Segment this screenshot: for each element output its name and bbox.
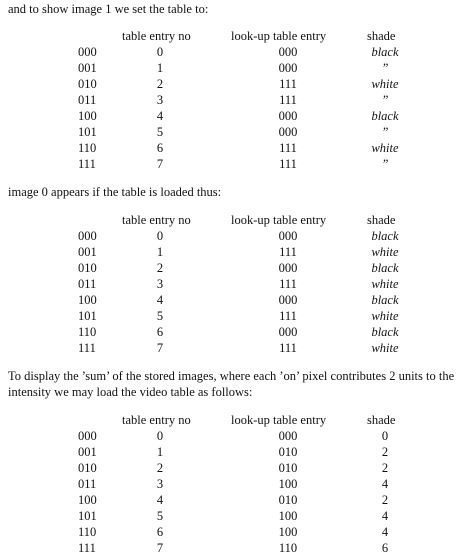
table-row bbox=[0, 260, 468, 276]
table-entry-index: 4 bbox=[156, 293, 164, 307]
shade-value: 2 bbox=[381, 461, 389, 475]
table-row bbox=[0, 492, 468, 508]
table-header-row bbox=[0, 412, 468, 428]
table-entry-index: 7 bbox=[156, 541, 164, 555]
pixel-code: 100 bbox=[78, 493, 97, 507]
pixel-code: 000 bbox=[78, 229, 97, 243]
shade-value: ” bbox=[381, 61, 389, 75]
shade-value: white bbox=[371, 277, 399, 291]
shade-value: 4 bbox=[381, 525, 389, 539]
lookup-value: 100 bbox=[278, 477, 298, 491]
table-row bbox=[0, 340, 468, 356]
shade-value: black bbox=[371, 325, 399, 339]
table-header-row bbox=[0, 212, 468, 228]
shade-value: white bbox=[371, 245, 399, 259]
table-entry-index: 3 bbox=[156, 477, 164, 491]
lookup-table-image-0 bbox=[0, 212, 468, 356]
pixel-code: 010 bbox=[78, 461, 97, 475]
table-entry-index: 0 bbox=[156, 45, 164, 59]
table-row bbox=[0, 292, 468, 308]
header-lookup-table-entry: look-up table entry bbox=[231, 213, 327, 227]
lookup-value: 111 bbox=[279, 93, 297, 107]
table-body bbox=[0, 228, 468, 356]
intro-image-1: and to show image 1 we set the table to: bbox=[8, 2, 209, 16]
shade-value: black bbox=[371, 261, 399, 275]
shade-value: 2 bbox=[381, 445, 389, 459]
lookup-value: 111 bbox=[279, 157, 297, 171]
pixel-code: 001 bbox=[78, 445, 97, 459]
table-row bbox=[0, 92, 468, 108]
shade-value: white bbox=[371, 141, 399, 155]
table-entry-index: 1 bbox=[156, 445, 164, 459]
table-row bbox=[0, 156, 468, 172]
pixel-code: 110 bbox=[78, 325, 97, 339]
table-row bbox=[0, 276, 468, 292]
shade-value: 0 bbox=[381, 429, 389, 443]
table-row bbox=[0, 308, 468, 324]
table-entry-index: 1 bbox=[156, 61, 164, 75]
table-entry-index: 2 bbox=[156, 461, 164, 475]
lookup-value: 000 bbox=[278, 45, 298, 59]
pixel-code: 001 bbox=[78, 245, 97, 259]
table-row bbox=[0, 76, 468, 92]
lookup-value: 100 bbox=[278, 509, 298, 523]
table-entry-index: 6 bbox=[156, 325, 164, 339]
table-row bbox=[0, 124, 468, 140]
lookup-value: 000 bbox=[278, 261, 298, 275]
table-entry-index: 6 bbox=[156, 141, 164, 155]
table-entry-index: 2 bbox=[156, 77, 164, 91]
table-row bbox=[0, 140, 468, 156]
pixel-code: 101 bbox=[78, 509, 97, 523]
table-row bbox=[0, 60, 468, 76]
header-lookup-table-entry: look-up table entry bbox=[231, 413, 327, 427]
pixel-code: 011 bbox=[78, 93, 97, 107]
lookup-value: 111 bbox=[279, 341, 297, 355]
header-table-entry-no: table entry no bbox=[122, 413, 191, 427]
pixel-code: 100 bbox=[78, 293, 97, 307]
table-entry-index: 7 bbox=[156, 157, 164, 171]
lookup-value: 000 bbox=[278, 125, 298, 139]
lookup-value: 111 bbox=[279, 77, 297, 91]
pixel-code: 110 bbox=[78, 525, 97, 539]
pixel-code: 000 bbox=[78, 429, 97, 443]
table-entry-index: 3 bbox=[156, 277, 164, 291]
pixel-code: 100 bbox=[78, 109, 97, 123]
table-entry-index: 7 bbox=[156, 341, 164, 355]
shade-value: 6 bbox=[381, 541, 389, 555]
table-entry-index: 5 bbox=[156, 125, 164, 139]
pixel-code: 111 bbox=[78, 341, 96, 355]
lookup-value: 111 bbox=[279, 141, 297, 155]
table-row bbox=[0, 228, 468, 244]
lookup-table-sum bbox=[0, 412, 468, 556]
table-entry-index: 3 bbox=[156, 93, 164, 107]
table-row bbox=[0, 476, 468, 492]
table-row bbox=[0, 244, 468, 260]
table-row bbox=[0, 108, 468, 124]
pixel-code: 010 bbox=[78, 77, 97, 91]
table-entry-index: 0 bbox=[156, 429, 164, 443]
pixel-code: 101 bbox=[78, 309, 97, 323]
pixel-code: 011 bbox=[78, 277, 97, 291]
lookup-value: 010 bbox=[278, 461, 298, 475]
lookup-value: 010 bbox=[278, 493, 298, 507]
table-entry-index: 5 bbox=[156, 509, 164, 523]
lookup-value: 000 bbox=[278, 61, 298, 75]
table-body bbox=[0, 44, 468, 172]
shade-value: 2 bbox=[381, 493, 389, 507]
shade-value: black bbox=[371, 293, 399, 307]
table-entry-index: 2 bbox=[156, 261, 164, 275]
header-shade: shade bbox=[367, 213, 396, 227]
table-entry-index: 4 bbox=[156, 109, 164, 123]
table-row bbox=[0, 508, 468, 524]
lookup-value: 000 bbox=[278, 293, 298, 307]
table-entry-index: 4 bbox=[156, 493, 164, 507]
shade-value: black bbox=[371, 109, 399, 123]
pixel-code: 110 bbox=[78, 141, 97, 155]
header-lookup-table-entry: look-up table entry bbox=[231, 29, 327, 43]
table-row bbox=[0, 44, 468, 60]
pixel-code: 011 bbox=[78, 477, 97, 491]
header-shade: shade bbox=[367, 413, 396, 427]
table-body bbox=[0, 428, 468, 556]
table-row bbox=[0, 524, 468, 540]
pixel-code: 101 bbox=[78, 125, 97, 139]
pixel-code: 111 bbox=[78, 541, 96, 555]
table-row bbox=[0, 460, 468, 476]
lookup-value: 000 bbox=[278, 109, 298, 123]
table-row bbox=[0, 444, 468, 460]
table-entry-index: 1 bbox=[156, 245, 164, 259]
shade-value: ” bbox=[381, 93, 389, 107]
shade-value: 4 bbox=[381, 477, 389, 491]
shade-value: white bbox=[371, 77, 399, 91]
table-header-row bbox=[0, 28, 468, 44]
lookup-value: 000 bbox=[278, 229, 298, 243]
shade-value: ” bbox=[381, 157, 389, 171]
table-row bbox=[0, 540, 468, 556]
intro-sum-images: To display the ’sum’ of the stored images, where each ’on’ pixel contributes 2 units to the intensity we may load the video table as follows: bbox=[8, 369, 455, 399]
table-entry-index: 6 bbox=[156, 525, 164, 539]
shade-value: white bbox=[371, 341, 399, 355]
table-row bbox=[0, 428, 468, 444]
lookup-value: 111 bbox=[279, 309, 297, 323]
table-entry-index: 5 bbox=[156, 309, 164, 323]
lookup-table-image-1 bbox=[0, 28, 468, 172]
pixel-code: 000 bbox=[78, 45, 97, 59]
pixel-code: 111 bbox=[78, 157, 96, 171]
shade-value: ” bbox=[381, 125, 389, 139]
header-table-entry-no: table entry no bbox=[122, 29, 191, 43]
intro-image-0: image 0 appears if the table is loaded thus: bbox=[8, 185, 222, 199]
lookup-value: 111 bbox=[279, 277, 297, 291]
lookup-value: 010 bbox=[278, 445, 298, 459]
lookup-value: 110 bbox=[278, 541, 298, 555]
shade-value: 4 bbox=[381, 509, 389, 523]
shade-value: white bbox=[371, 309, 399, 323]
table-row bbox=[0, 324, 468, 340]
pixel-code: 001 bbox=[78, 61, 97, 75]
lookup-value: 100 bbox=[278, 525, 298, 539]
lookup-value: 000 bbox=[278, 429, 298, 443]
shade-value: black bbox=[371, 45, 399, 59]
lookup-value: 111 bbox=[279, 245, 297, 259]
table-entry-index: 0 bbox=[156, 229, 164, 243]
shade-value: black bbox=[371, 229, 399, 243]
lookup-value: 000 bbox=[278, 325, 298, 339]
header-table-entry-no: table entry no bbox=[122, 213, 191, 227]
header-shade: shade bbox=[367, 29, 396, 43]
pixel-code: 010 bbox=[78, 261, 97, 275]
